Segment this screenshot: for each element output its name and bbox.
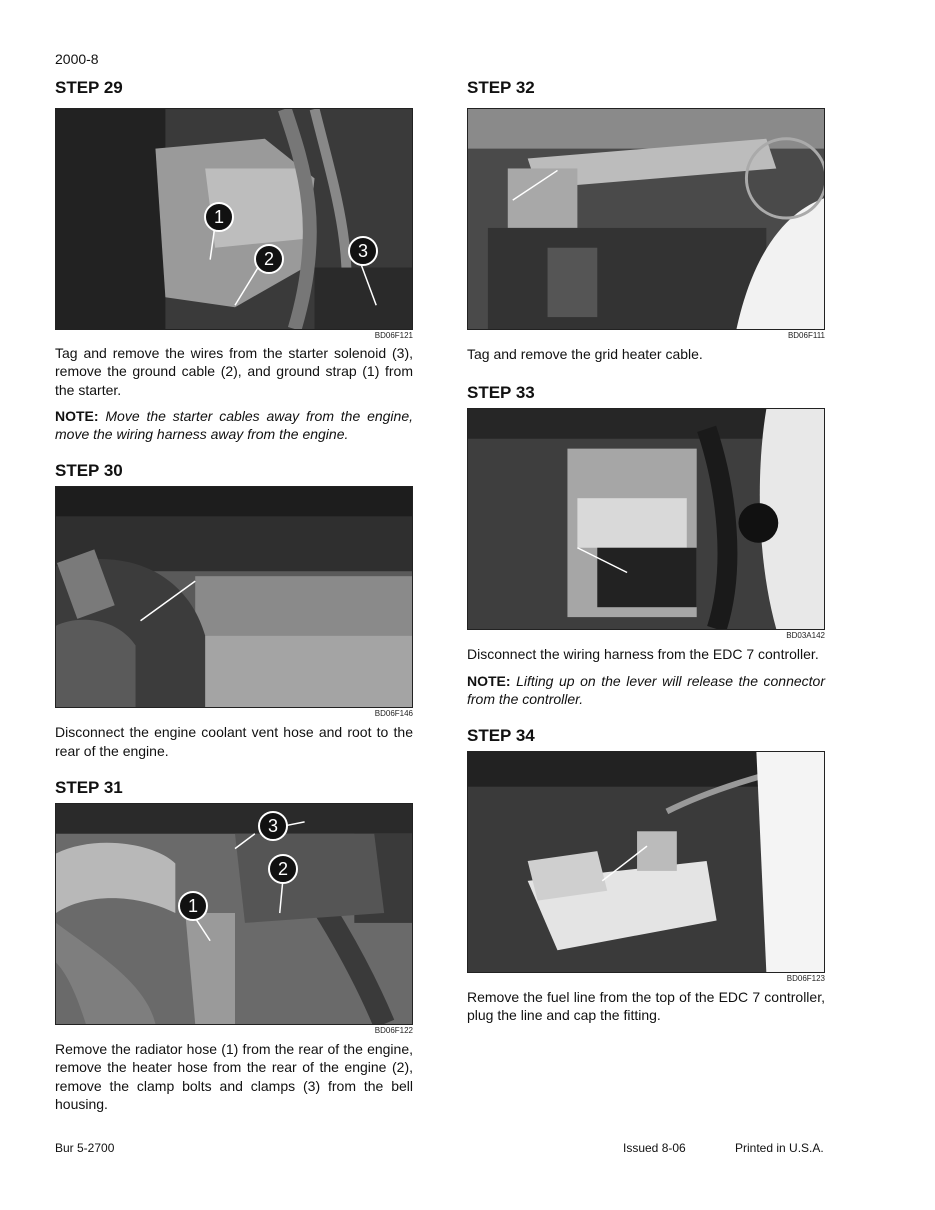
callout-2: 2 [254, 244, 284, 274]
callout-1: 1 [204, 202, 234, 232]
engine-coolant-hose-photo [56, 487, 412, 707]
step-34-photo [467, 751, 825, 973]
figure-id: BD06F146 [374, 709, 413, 719]
step-title: STEP 29 [55, 78, 123, 97]
step-title: STEP 32 [467, 78, 535, 97]
step-title: STEP 33 [467, 383, 535, 403]
right-column [467, 78, 825, 1025]
left-column [55, 78, 413, 1113]
figure-id: BD06F122 [374, 1026, 413, 1036]
note-label: NOTE: [55, 407, 99, 424]
step-title: STEP 30 [55, 461, 123, 481]
note-text: Lifting up on the lever will release the connector from the controller. [467, 672, 826, 707]
step-34 [467, 726, 825, 1025]
step-29 [55, 78, 413, 443]
figure-id: BD03A142 [786, 631, 825, 641]
note-label: NOTE: [467, 672, 511, 689]
step-30-photo [55, 486, 413, 708]
step-note [467, 672, 825, 709]
fuel-line-photo [468, 752, 824, 972]
step-instruction: Disconnect the wiring harness from the EDC 7 controller. [467, 646, 819, 663]
callout-2: 2 [268, 854, 298, 884]
step-instruction: Disconnect the engine coolant vent hose and root to the rear of the engine. [55, 724, 413, 759]
step-31-photo [55, 803, 413, 1025]
note-text: Move the starter cables away from the engine, move the wiring harness away from the engine. [55, 407, 414, 443]
step-note [55, 407, 413, 444]
engine-starter-photo [56, 109, 412, 329]
step-29-photo [55, 108, 413, 330]
step-31 [55, 778, 413, 1113]
edc7-controller-photo [468, 409, 824, 629]
step-33-photo [467, 408, 825, 630]
radiator-hose-photo [56, 804, 412, 1024]
step-30 [55, 461, 413, 760]
figure-id: BD06F121 [374, 331, 413, 340]
step-title: STEP 34 [467, 726, 535, 746]
step-instruction: Remove the fuel line from the top of the EDC 7 controller, plug the line and cap the fitting. [467, 989, 825, 1024]
page-number: 2000-8 [55, 51, 99, 67]
step-33 [467, 383, 825, 708]
footer-issued: Issued 8-06 [623, 1141, 686, 1155]
callout-3: 3 [348, 236, 378, 266]
step-instruction: Tag and remove the grid heater cable. [467, 346, 703, 362]
grid-heater-photo [468, 109, 824, 329]
step-instruction: Remove the radiator hose (1) from the rear of the engine, remove the heater hose from the rear of the engine (2), remove the clamp bolts and clamps (3) from the bell housing. [55, 1041, 413, 1112]
callout-3: 3 [258, 811, 288, 841]
step-32-photo [467, 108, 825, 330]
callout-1: 1 [178, 891, 208, 921]
footer-document-id: Bur 5-2700 [55, 1141, 115, 1155]
step-32 [467, 78, 825, 363]
footer-printed: Printed in U.S.A. [735, 1141, 824, 1155]
step-title: STEP 31 [55, 778, 123, 798]
step-instruction: Tag and remove the wires from the starter solenoid (3), remove the ground cable (2), and ground strap (1) from the starter. [55, 345, 413, 398]
figure-id: BD06F111 [787, 331, 825, 340]
figure-id: BD06F123 [786, 974, 825, 984]
